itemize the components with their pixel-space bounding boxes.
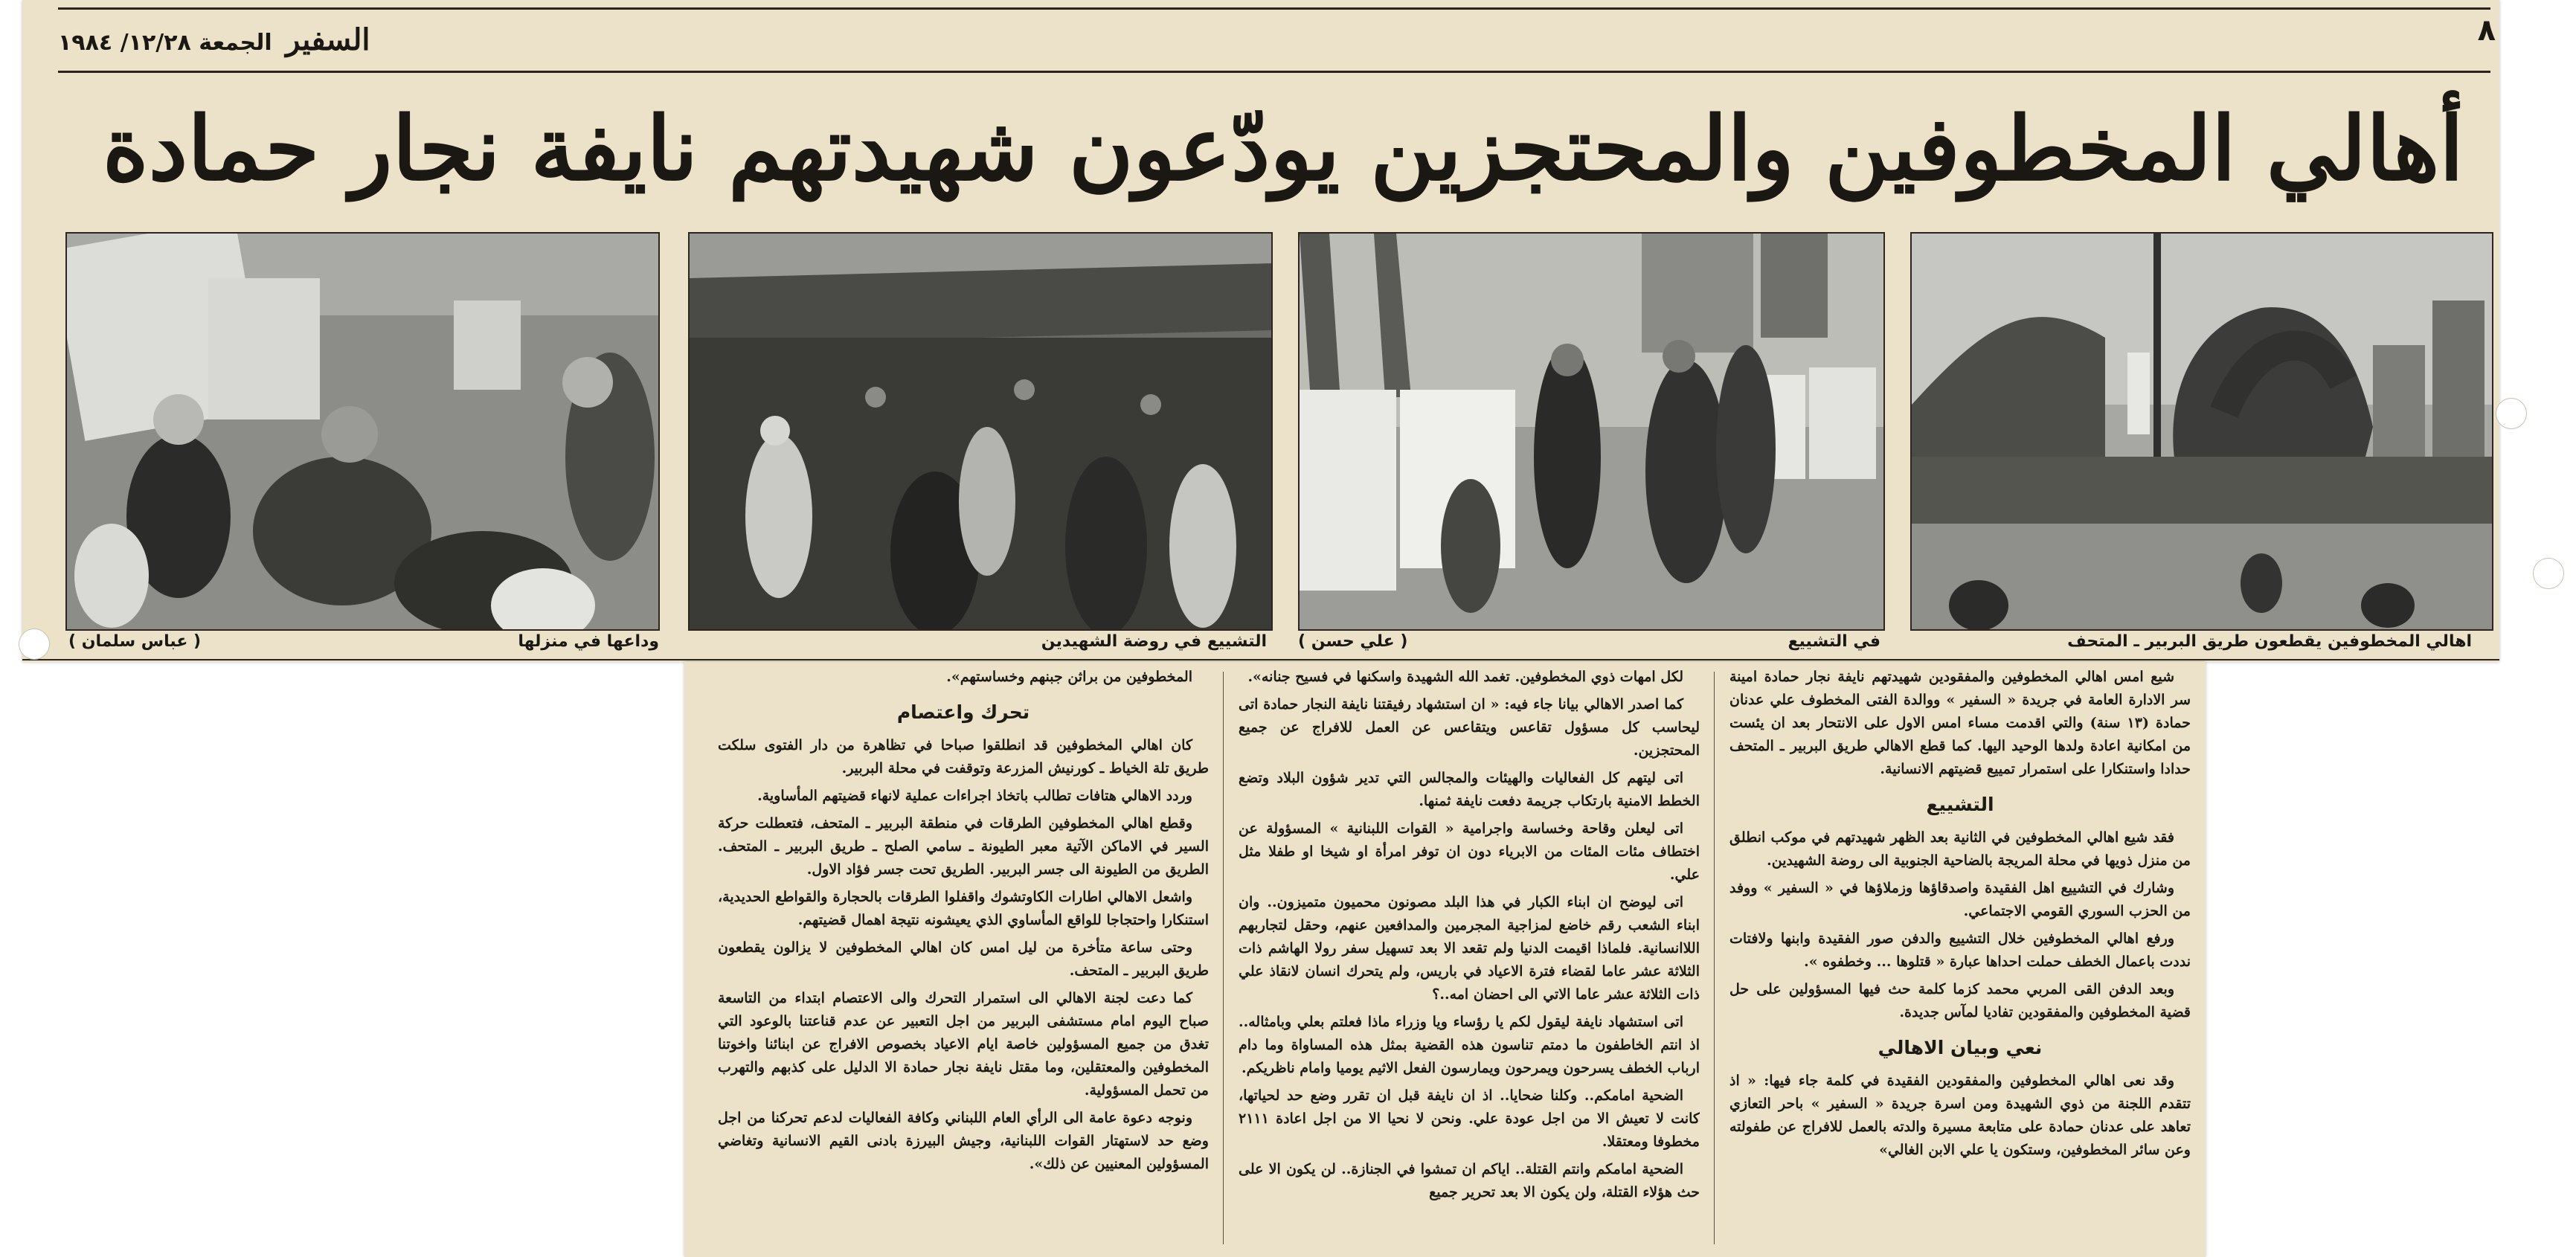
paragraph: ونوجه دعوة عامة الى الرأي العام اللبناني وكافة الفعاليات لدعم تحركنا من اجل وضع حد لاستهتار القوات اللبنانية، وجيش البيرزة بادنى القيم الانسانية وتغاضي المسؤولين المعنيين عن ذلك». bbox=[718, 1110, 1209, 1172]
caption-photo-funeral: في التشييع bbox=[1788, 632, 1880, 651]
punch-hole bbox=[2496, 398, 2527, 429]
punch-hole bbox=[19, 628, 50, 660]
paragraph: اتى ليوضح ان ابناء الكبار في هذا البلد مصونون محميون متميزون.. وان ابناء الشعب رقم خاضع لمزاجية المجرمين والمدافعين عنهم، وحقل لتجاربهم اللاانسانية. فلماذا اقيمت الدنيا ولم تقعد الا بعد تسهيل سفر رولا الهاشم ذات الثلاثة عشر عاما لقضاء فترة الاعياد في باريس، ولم يتحرك انسان لانقاذ علي ذات الثلاثة عشر عاما الاتي الى احضان امه..؟ bbox=[1239, 894, 1700, 1003]
article-column-1 bbox=[1729, 666, 2191, 1250]
column-divider bbox=[1223, 672, 1224, 1244]
photo-cemetery-procession bbox=[688, 232, 1273, 631]
paragraph: واشعل الاهالي اطارات الكاوتشوك واقفلوا الطرقات بالحجارة والقواطع الحديدية، استنكارا واحتجاجا للواقع المأساوي الذي يعيشونه نتيجة اهمال قضيتهم. bbox=[718, 889, 1209, 928]
date-line: الجمعة ١٢/٢٨/ ١٩٨٤ bbox=[58, 30, 272, 56]
paragraph: كما اصدر الاهالي بيانا جاء فيه: « ان استشهاد رفيقتنا نايفة النجار حمادة اتى ليحاسب كل مسؤول تقاعس ويتقاعس عن العمل للافراج عن جميع المحتجزين. bbox=[1239, 696, 1700, 759]
article-column-3 bbox=[718, 666, 1209, 1250]
paragraph: اتى ليتهم كل الفعاليات والهيئات والمجالس التي تدير شؤون البلاد وتضع الخطط الامنية بارتكاب جريمة دفعت نايفة ثمنها. bbox=[1239, 770, 1700, 809]
paragraph: الضحية امامكم وانتم القتلة.. اياكم ان تمشوا في الجنازة.. لن يكون الا على حث هؤلاء القتلة، ولن يكون الا بعد تحرير جميع bbox=[1239, 1161, 1700, 1200]
paragraph: اتى ليعلن وقاحة وخساسة واجرامية « القوات اللبنانية » المسؤولة عن اختطاف مئات المئات من الابرياء دون ان توفر امرأة او شيخا او طفلا مثل علي. bbox=[1239, 820, 1700, 883]
paragraph: اتى استشهاد نايفة ليقول لكم يا رؤساء ويا وزراء ماذا فعلتم بعلي وبامثاله.. اذ انتم الخاطفون ما دمتم تناسون هذه القضية بمثل هذه المساواة وما دام ارباب الخطف يسرحون ويمرحون ويمارسون الفعل الاثيم يوميا وامام ناظريكم. bbox=[1239, 1014, 1700, 1076]
paragraph: ورفع اهالي المخطوفين خلال التشييع والدفن صور الفقيدة وابنها ولافتات نددت باعمال الخطف حملت احداها عبارة « قتلوها ... وخطفوه ». bbox=[1729, 930, 2191, 970]
punch-hole bbox=[2533, 558, 2564, 589]
paragraph: لكل امهات ذوي المخطوفين. تغمد الله الشهيدة واسكنها في فسيح جنانه». bbox=[1247, 669, 1683, 685]
photo-farewell-home bbox=[65, 232, 660, 631]
caption-photo-road-blockade: اهالي المخطوفين يقطعون طريق البربير ـ المتحف bbox=[2067, 632, 2472, 651]
paragraph: وبعد الدفن القى المربي محمد كزما كلمة حث فيها المسؤولين على حل قضية المخطوفين والمفقودين تفاديا لمآس جديدة. bbox=[1729, 981, 2191, 1020]
paragraph: وقطع اهالي المخطوفين الطرقات في منطقة البربير ـ المتحف، فتعطلت حركة السير في الاماكن الآتية معبر الطيونة ـ سامي الصلح ـ طريق البربير ـ المتحف. الطريق من الطيونة الى جسر البربير. الطريق تحت جسر فؤاد الاول. bbox=[718, 815, 1209, 878]
subheading: التشييع bbox=[1926, 794, 1994, 815]
caption-photo-funeral-credit: ( علي حسن ) bbox=[1298, 632, 1408, 651]
paragraph: المخطوفين من براثن جبنهم وخساستهم». bbox=[946, 669, 1192, 685]
paper-name: السفير bbox=[286, 22, 370, 57]
paragraph: كان اهالي المخطوفين قد انطلقوا صباحا في تظاهرة من دار الفتوى سلكت طريق تلة الخياط ـ كورنيش المزرعة وتوقفت في محلة البربير. bbox=[718, 737, 1209, 777]
photo-funeral-placards bbox=[1298, 232, 1885, 631]
paragraph: وردد الاهالي هتافات تطالب باتخاذ اجراءات عملية لانهاء قضيتهم المأساوية. bbox=[757, 788, 1192, 804]
caption-photo-farewell-credit: ( عباس سلمان ) bbox=[68, 632, 202, 651]
subheading: تحرك واعتصام bbox=[896, 701, 1030, 723]
paragraph: الضحية امامكم.. وكلنا ضحايا.. اذ ان نايفة قبل ان تقرر وضع حد لحياتها، كانت لا تعيش الا من اجل عودة علي. ونحن لا نحيا الا من اجل اعادة ٢١١١ مخطوفا ومعتقلا. bbox=[1239, 1087, 1700, 1150]
masthead-dateline bbox=[58, 22, 370, 57]
photo-road-blockade bbox=[1910, 232, 2493, 631]
masthead-rule bbox=[58, 71, 2490, 73]
photo-bottom-rule bbox=[22, 659, 2499, 660]
paragraph: وشارك في التشييع اهل الفقيدة واصدقاؤها وزملاؤها في « السفير » ووفد من الحزب السوري القومي الاجتماعي. bbox=[1729, 880, 2191, 919]
caption-photo-farewell: وداعها في منزلها bbox=[518, 632, 659, 651]
paragraph: فقد شيع اهالي المخطوفين في الثانية بعد الظهر شهيدتهم في موكب انطلق من منزل ذويها في محلة المريجة بالضاحية الجنوبية الى روضة الشهيدين. bbox=[1729, 829, 2191, 869]
paragraph: وقد نعى اهالي المخطوفين والمفقودين الفقيدة في كلمة جاء فيها: « اذ تتقدم اللجنة من ذوي الشهيدة ومن اسرة جريدة « السفير » باحر التعازي تعاهد على عدنان حمادة على متابعة مسيرة والدته بالعمل للافراج عن طفولته وعن سائر المخطوفين، وستكون يا علي الابن الغالي» bbox=[1729, 1073, 2191, 1158]
subheading: نعي وبيان الاهالي bbox=[1878, 1037, 2043, 1058]
caption-photo-cemetery: التشييع في روضة الشهيدين bbox=[1041, 632, 1267, 651]
paragraph: شيع امس اهالي المخطوفين والمفقودين شهيدتهم نايفة نجار حمادة امينة سر الادارة العامة في جريدة « السفير » ووالدة الفتى المخطوف علي عدنان حمادة (١٣ سنة) والتي اقدمت مساء امس الاول على الانتحار بعد ان يئست من امكانية اعادة ولدها الوحيد اليها. كما قطع الاهالي طريق البربير ـ المتحف حدادا واستنكارا على استمرار تمييع قضيتهم الانسانية. bbox=[1729, 669, 2191, 777]
paragraph: كما دعت لجنة الاهالي الى استمرار التحرك والى الاعتصام ابتداء من التاسعة صباح اليوم امام مستشفى البربير من اجل التعبير عن عدم قناعتنا بالوعود التي تغدق من جميع المسؤولين خاصة ايام الاعياد بخصوص الافراج عن ابنائنا واخوتنا المخطوفين والمعتقلين، وما مقتل نايفة نجار حمادة الا الدليل على كذبهم والتهرب من تحمل المسؤولية. bbox=[718, 990, 1209, 1099]
top-rule bbox=[58, 7, 2490, 10]
article-column-2 bbox=[1239, 666, 1700, 1250]
page-number: ٨ bbox=[2477, 13, 2496, 48]
paragraph: وحتى ساعة متأخرة من ليل امس كان اهالي المخطوفين لا يزالون يقطعون طريق البربير ـ المتحف. bbox=[718, 939, 1209, 979]
article-body bbox=[703, 666, 2191, 1253]
headline: أهالي المخطوفين والمحتجزين يودّعون شهيدتهم نايفة نجار حمادة bbox=[102, 97, 2464, 200]
column-divider bbox=[1714, 672, 1715, 1244]
